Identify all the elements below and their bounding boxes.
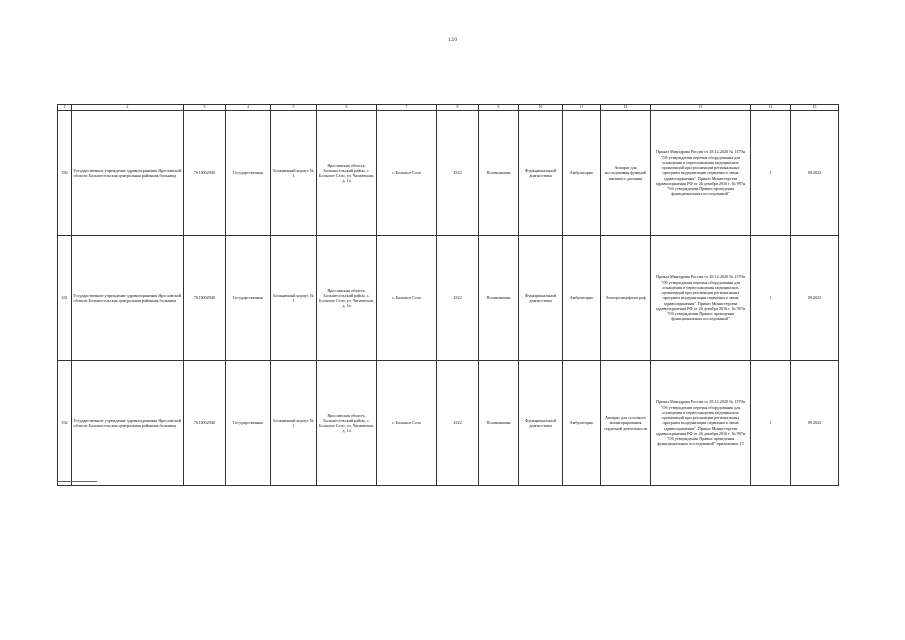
legal-basis: Приказ Минздрава России от 28.12.2020 № 1379н "Об утверждении перечня оборудования для оснащения и переоснащения медицинских организаций при реализации региональных программ модернизации первичного звена здравоохранения". Приказ Министерства здравоохранения РФ от 26 декабря 2016 г. № 997н "Об утверждении Правил проведения функциональных исследований" приложение 15 [651, 361, 751, 486]
building: Больничный корпус № 1 [271, 111, 317, 236]
building: Больничный корпус № 1 [271, 236, 317, 361]
address: Ярославская область, Большесельский район, с. Большое Село, ул. Чапаевская, д. 1а [317, 111, 377, 236]
inn: 7613002940 [184, 111, 226, 236]
organization-name: Государственное учреждение здравоохранения Ярославской области Большесельская центральная районная больница [72, 236, 184, 361]
column-number: 15 [791, 105, 839, 111]
equipment-register-table [57, 104, 839, 486]
table-row [58, 361, 839, 486]
column-number: 5 [271, 105, 317, 111]
column-number: 12 [601, 105, 651, 111]
column-number: 14 [751, 105, 791, 111]
table-row [58, 111, 839, 236]
department: Поликлиника [479, 236, 519, 361]
settlement: с. Большое Село [377, 111, 437, 236]
ownership-form: Государственная [226, 111, 271, 236]
table-continuation-line [57, 481, 97, 482]
device-name: Электроэнцефалограф [601, 236, 651, 361]
date: 09.2022 [791, 236, 839, 361]
column-number: 6 [317, 105, 377, 111]
care-type: Амбулаторно [563, 236, 601, 361]
column-number: 8 [437, 105, 479, 111]
code: 4322 [437, 236, 479, 361]
column-number: 9 [479, 105, 519, 111]
row-number: 332 [58, 361, 72, 486]
ownership-form: Государственная [226, 236, 271, 361]
settlement: с. Большое Село [377, 236, 437, 361]
department: Поликлиника [479, 361, 519, 486]
unit: Функциональной диагностики [519, 361, 563, 486]
organization-name: Государственное учреждение здравоохранения Ярославской области Большесельская центральная районная больница [72, 361, 184, 486]
inn: 7613002940 [184, 361, 226, 486]
organization-name: Государственное учреждение здравоохранения Ярославской области Большесельская центральная районная больница [72, 111, 184, 236]
device-name: Аппарат для суточного мониторирования сердечной деятельности [601, 361, 651, 486]
quantity: 1 [751, 111, 791, 236]
device-name: Аппарат для исследования функций внешнего дыхания [601, 111, 651, 236]
ownership-form: Государственная [226, 361, 271, 486]
column-number: 10 [519, 105, 563, 111]
column-number: 7 [377, 105, 437, 111]
row-number: 330 [58, 111, 72, 236]
quantity: 1 [751, 236, 791, 361]
row-number: 331 [58, 236, 72, 361]
department: Поликлиника [479, 111, 519, 236]
legal-basis: Приказ Минздрава России от 28.12.2020 № 1379н "Об утверждении перечня оборудования для оснащения и переоснащения медицинских организаций при реализации региональных программ модернизации первичного звена здравоохранения". Приказ Министерства здравоохранения РФ от 26 декабря 2016 г. № 997н "Об утверждении Правил проведения функциональных исследований" [651, 236, 751, 361]
column-number: 4 [226, 105, 271, 111]
unit: Функциональной диагностики [519, 111, 563, 236]
column-number: 1 [58, 105, 72, 111]
table-row [58, 236, 839, 361]
legal-basis: Приказ Минздрава России от 28.12.2020 № 1379н "Об утверждении перечня оборудования для оснащения и переоснащения медицинских организаций при реализации региональных программ модернизации первичного звена здравоохранения". Приказ Министерства здравоохранения РФ от 26 декабря 2016 г. № 997н "Об утверждении Правил проведения функциональных исследований" [651, 111, 751, 236]
inn: 7613002940 [184, 236, 226, 361]
column-number: 13 [651, 105, 751, 111]
care-type: Амбулаторно [563, 361, 601, 486]
settlement: с. Большое Село [377, 361, 437, 486]
care-type: Амбулаторно [563, 111, 601, 236]
building: Больничный корпус № 1 [271, 361, 317, 486]
code: 4322 [437, 111, 479, 236]
page-number: 120 [447, 37, 458, 43]
date: 09.2022 [791, 361, 839, 486]
column-number: 3 [184, 105, 226, 111]
quantity: 1 [751, 361, 791, 486]
unit: Функциональной диагностики [519, 236, 563, 361]
column-number: 2 [72, 105, 184, 111]
date: 09.2022 [791, 111, 839, 236]
address: Ярославская область, Большесельский район, с. Большое Село, ул. Чапаевская, д. 1а [317, 361, 377, 486]
code: 4322 [437, 361, 479, 486]
address: Ярославская область, Большесельский район, с. Большое Село, ул. Чапаевская, д. 1а [317, 236, 377, 361]
column-number: 11 [563, 105, 601, 111]
